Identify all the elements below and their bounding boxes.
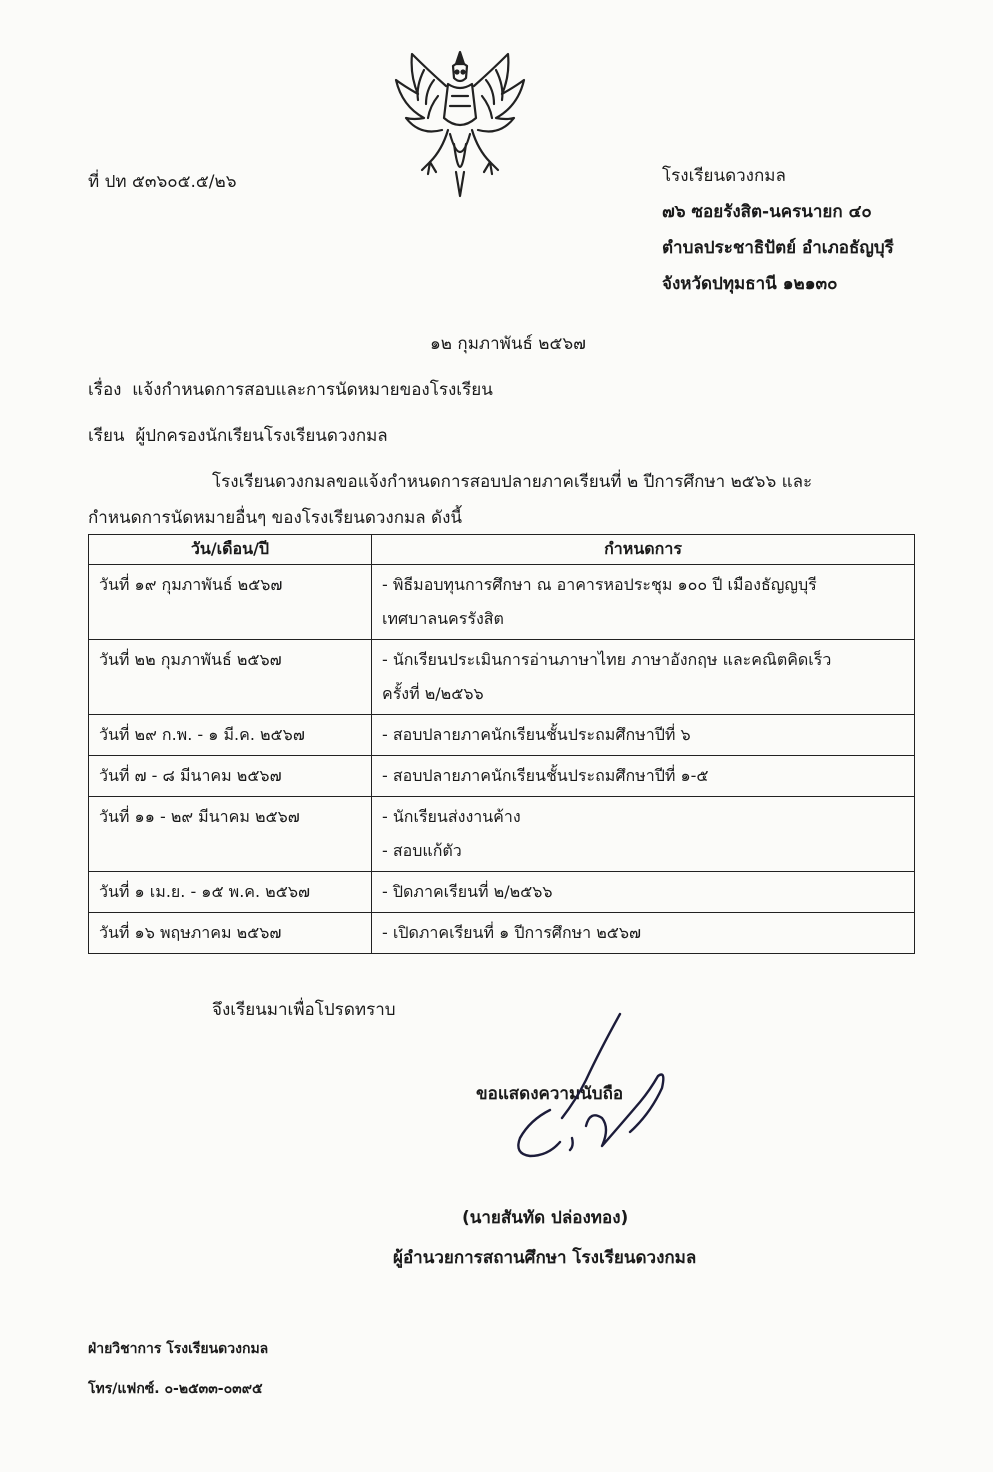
row-task: - ปิดภาคเรียนที่ ๒/๒๕๖๖	[382, 882, 553, 901]
row-task: - สอบปลายภาคนักเรียนชั้นประถมศึกษาปีที่ ๖	[382, 725, 691, 744]
table-row	[89, 640, 915, 715]
table-row	[89, 797, 915, 872]
garuda-emblem-icon	[390, 40, 530, 200]
footer-department: ฝ่ายวิชาการ โรงเรียนดวงกมล	[88, 1341, 269, 1357]
body-line-1: โรงเรียนดวงกมลขอแจ้งกำหนดการสอบปลายภาคเรียนที่ ๒ ปีการศึกษา ๒๕๖๖ และ	[212, 472, 813, 492]
row-task: - พิธีมอบทุนการศึกษา ณ อาคารหอประชุม ๑๐๐ ปี เมืองธัญญบุรี	[382, 575, 817, 594]
header-date: วัน/เดือน/ปี	[89, 535, 372, 565]
row-task: - สอบปลายภาคนักเรียนชั้นประถมศึกษาปีที่ ๑-๕	[382, 766, 709, 785]
table-row	[89, 756, 915, 797]
table-row	[89, 913, 915, 954]
signer-name: (นายสันทัด ปล่องทอง)	[462, 1208, 629, 1228]
row-task: เทศบาลนครรังสิต	[382, 609, 504, 628]
table-row	[89, 565, 915, 640]
address-line-2: ตำบลประชาธิปัตย์ อำเภอธัญบุรี	[662, 238, 894, 258]
address-line-3: จังหวัดปทุมธานี ๑๒๑๓๐	[662, 274, 838, 294]
header-schedule: กำหนดการ	[372, 535, 915, 565]
row-date: วันที่ ๑๖ พฤษภาคม ๒๕๖๗	[99, 923, 282, 942]
schedule-table	[88, 534, 915, 954]
table-header-row	[89, 535, 915, 565]
signer-title: ผู้อำนวยการสถานศึกษา โรงเรียนดวงกมล	[393, 1248, 697, 1268]
table-row	[89, 715, 915, 756]
row-task: - เปิดภาคเรียนที่ ๑ ปีการศึกษา ๒๕๖๗	[382, 923, 642, 942]
table-row	[89, 872, 915, 913]
address-line-1: ๗๖ ซอยรังสิต-นครนายก ๔๐	[662, 202, 872, 222]
recipient-line	[88, 422, 388, 449]
recipient-label: เรียน	[88, 426, 125, 446]
subject-text: แจ้งกำหนดการสอบและการนัดหมายของโรงเรียน	[132, 380, 493, 400]
row-task: - สอบแก้ตัว	[382, 841, 462, 860]
regards-text: ขอแสดงความนับถือ	[476, 1084, 624, 1104]
subject-label: เรื่อง	[88, 380, 122, 400]
row-date: วันที่ ๗ - ๘ มีนาคม ๒๕๖๗	[99, 766, 282, 785]
row-date: วันที่ ๒๒ กุมภาพันธ์ ๒๕๖๗	[99, 650, 282, 669]
row-task: - นักเรียนประเมินการอ่านภาษาไทย ภาษาอังกฤษ และคณิตคิดเร็ว	[382, 650, 832, 669]
school-name: โรงเรียนดวงกมล	[662, 166, 786, 186]
footer-phone: โทร/แฟกซ์. ๐-๒๕๓๓-๐๓๙๕	[88, 1381, 263, 1397]
row-date: วันที่ ๑๑ - ๒๙ มีนาคม ๒๕๖๗	[99, 807, 300, 826]
row-date: วันที่ ๒๙ ก.พ. - ๑ มี.ค. ๒๕๖๗	[99, 725, 305, 744]
reference-number: ที่ ปท ๕๓๖๐๕.๕/๒๖	[88, 172, 237, 192]
body-line-2: กำหนดการนัดหมายอื่นๆ ของโรงเรียนดวงกมล ดังนี้	[88, 508, 463, 528]
closing-line: จึงเรียนมาเพื่อโปรดทราบ	[212, 1000, 396, 1020]
subject-line	[88, 376, 493, 403]
signature-icon	[490, 1010, 690, 1170]
row-date: วันที่ ๑ เม.ย. - ๑๕ พ.ค. ๒๕๖๗	[99, 882, 311, 901]
letter-date: ๑๒ กุมภาพันธ์ ๒๕๖๗	[430, 334, 586, 354]
recipient-text: ผู้ปกครองนักเรียนโรงเรียนดวงกมล	[135, 426, 388, 446]
row-task: ครั้งที่ ๒/๒๕๖๖	[382, 684, 484, 703]
row-task: - นักเรียนส่งงานค้าง	[382, 807, 521, 826]
row-date: วันที่ ๑๙ กุมภาพันธ์ ๒๕๖๗	[99, 575, 283, 594]
